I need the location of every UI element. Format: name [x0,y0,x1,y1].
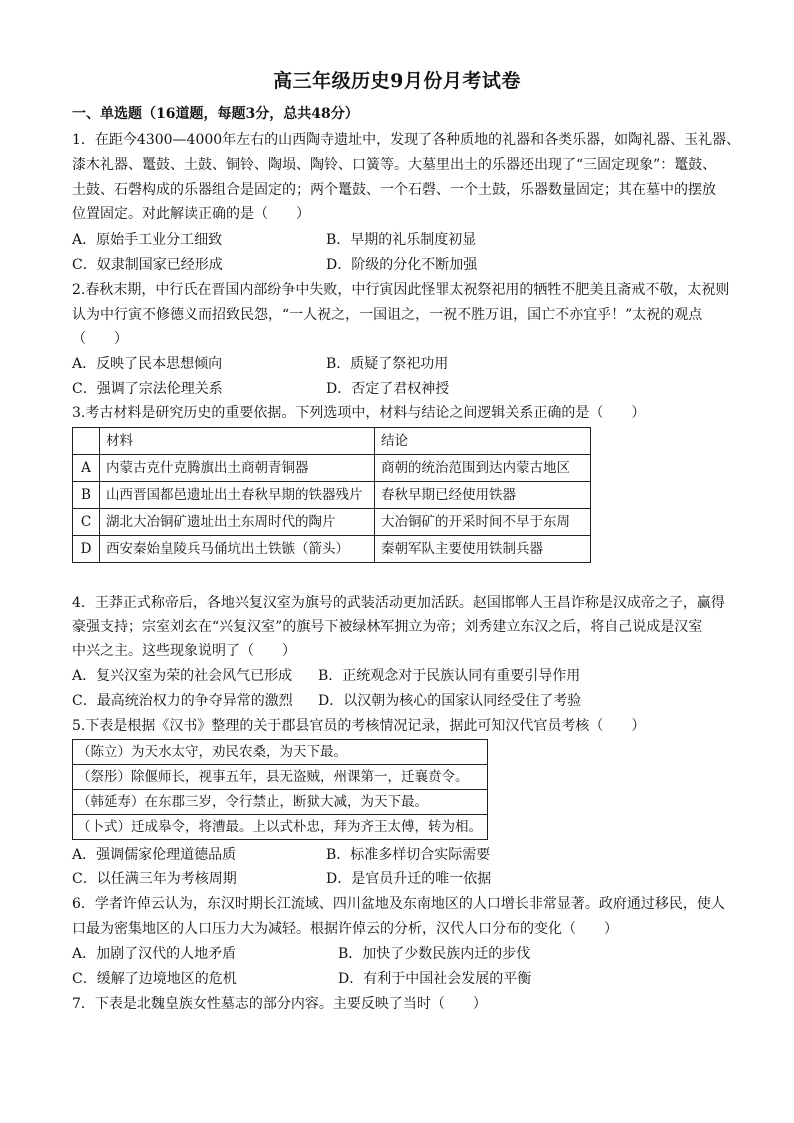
table-row [73,455,591,482]
q5-option-d: D．是官员升迁的唯一依据 [326,871,492,887]
q2-line: 2.春秋末期，中行氏在晋国内部纷争中失败，中行寅因此怪罪太祝祭祀用的牺牲不肥美且斋戒不敬，太祝则 [72,282,730,298]
q5-option-a: A．强调儒家伦理道德品质 [72,847,237,863]
table-header-row [73,428,591,455]
q1-option-b: B．早期的礼乐制度初显 [326,232,477,248]
q1-line: 土鼓、石磬构成的乐器组合是固定的；两个鼍鼓、一个石磬、一个土鼓，乐器数量固定；其在墓中的摆放 [72,182,716,198]
q4-option-a: A．复兴汉室为荣的社会风气已形成 [72,668,293,684]
q6-line: 6．学者许倬云认为，东汉时期长江流域、四川盆地及东南地区的人口增长非常显著。政府通过移民，使人 [72,896,725,912]
q3-stem: 3.考古材料是研究历史的重要依据。下列选项中，材料与结论之间逻辑关系正确的是（ ） [72,405,646,421]
table-row [73,536,591,563]
row-conclusion: 大冶铜矿的开采时间不早于东周 [375,509,591,536]
q5-stem: 5.下表是根据《汉书》整理的关于郡县官员的考核情况记录，据此可知汉代官员考核（ ） [72,718,646,734]
table-row [73,790,488,815]
row-conclusion: 春秋早期已经使用铁器 [375,482,591,509]
row-conclusion: 商朝的统治范围到达内蒙古地区 [375,455,591,482]
table-row [73,509,591,536]
row-letter: A [73,455,100,482]
table-header-cell: 材料 [100,428,375,455]
row-material: 西安秦始皇陵兵马俑坑出土铁镞（箭头） [100,536,375,563]
q1-line: 1．在距今4300—4000年左右的山西陶寺遗址中，发现了各种质地的礼器和各类乐器，如陶礼器、玉礼器、 [72,132,741,148]
q2-option-c: C．强调了宗法伦理关系 [72,381,223,397]
q6-line: 口最为密集地区的人口压力大为减轻。根据许倬云的分析，汉代人口分布的变化（ ） [72,921,618,937]
section-heading: 一、单选题（16道题，每题3分，总共48分） [72,106,359,122]
q5-option-b: B．标准多样切合实际需要 [326,847,491,863]
q4-option-c: C．最高统治权力的争夺异常的激烈 [72,693,293,709]
q2-option-d: D．否定了君权神授 [326,381,450,397]
q5-option-c: C．以任满三年为考核周期 [72,871,237,887]
row-material: 湖北大冶铜矿遗址出土东周时代的陶片 [100,509,375,536]
q6-option-b: B．加快了少数民族内迁的步伐 [338,946,531,962]
q2-option-b: B．质疑了祭祀功用 [326,356,449,372]
table-cell: （陈立）为天水太守，劝民农桑，为天下最。 [73,740,488,765]
row-material: 山西晋国都邑遗址出土春秋早期的铁器残片 [100,482,375,509]
table-row [73,765,488,790]
q1-option-c: C．奴隶制国家已经形成 [72,257,223,273]
q2-option-a: A．反映了民本思想倾向 [72,356,223,372]
q1-line: 位置固定。对此解读正确的是（ ） [72,206,310,222]
q6-option-a: A．加剧了汉代的人地矛盾 [72,946,237,962]
row-conclusion: 秦朝军队主要使用铁制兵器 [375,536,591,563]
q2-line: 认为中行寅不修德义而招致民怨，“一人祝之，一国诅之，一祝不胜万诅，国亡不亦宜乎！”太祝的观点 [72,307,703,323]
q4-option-d: D．以汉朝为核心的国家认同经受住了考验 [318,693,582,709]
row-letter: D [73,536,100,563]
table-cell: （祭彤）除偃师长，视事五年，县无盗贼，州课第一，迁襄贲令。 [73,765,488,790]
table-cell: （韩延寿）在东郡三岁，令行禁止，断狱大减，为天下最。 [73,790,488,815]
q6-option-d: D．有利于中国社会发展的平衡 [338,971,532,987]
q6-option-c: C．缓解了边境地区的危机 [72,971,237,987]
row-letter: C [73,509,100,536]
table-row [73,740,488,765]
table-cell: （卜式）迁成皋令，将漕最。上以式朴忠，拜为齐王太傅，转为相。 [73,815,488,840]
table-row [73,482,591,509]
table-header-cell: 结论 [375,428,591,455]
q7-stem: 7．下表是北魏皇族女性墓志的部分内容。主要反映了当时（ ） [72,996,487,1012]
row-letter: B [73,482,100,509]
q4-option-b: B．正统观念对于民族认同有重要引导作用 [318,668,581,684]
q1-line: 漆木礼器、鼍鼓、土鼓、铜铃、陶埙、陶铃、口簧等。大墓里出土的乐器还出现了“三固定现象”：鼍鼓、 [72,157,717,173]
q2-line: （ ） [72,331,128,347]
q5-table [72,739,488,840]
q4-line: 豪强支持；宗室刘玄在“兴复汉室”的旗号下被绿林军拥立为帝；刘秀建立东汉之后，将自己说成是汉室 [72,619,703,635]
row-material: 内蒙古克什克腾旗出土商朝青铜器 [100,455,375,482]
q1-option-a: A．原始手工业分工细致 [72,232,223,248]
page-title: 高三年级历史9月份月考试卷 [273,70,521,92]
table-header-cell [73,428,100,455]
table-row [73,815,488,840]
q1-option-d: D．阶级的分化不断加强 [326,257,478,273]
q4-line: 4．王莽正式称帝后，各地兴复汉室为旗号的武装活动更加活跃。赵国邯郸人王昌诈称是汉成帝之子，赢得 [72,595,725,611]
q4-line: 中兴之主。这些现象说明了（ ） [72,643,296,659]
q3-table [72,427,591,563]
